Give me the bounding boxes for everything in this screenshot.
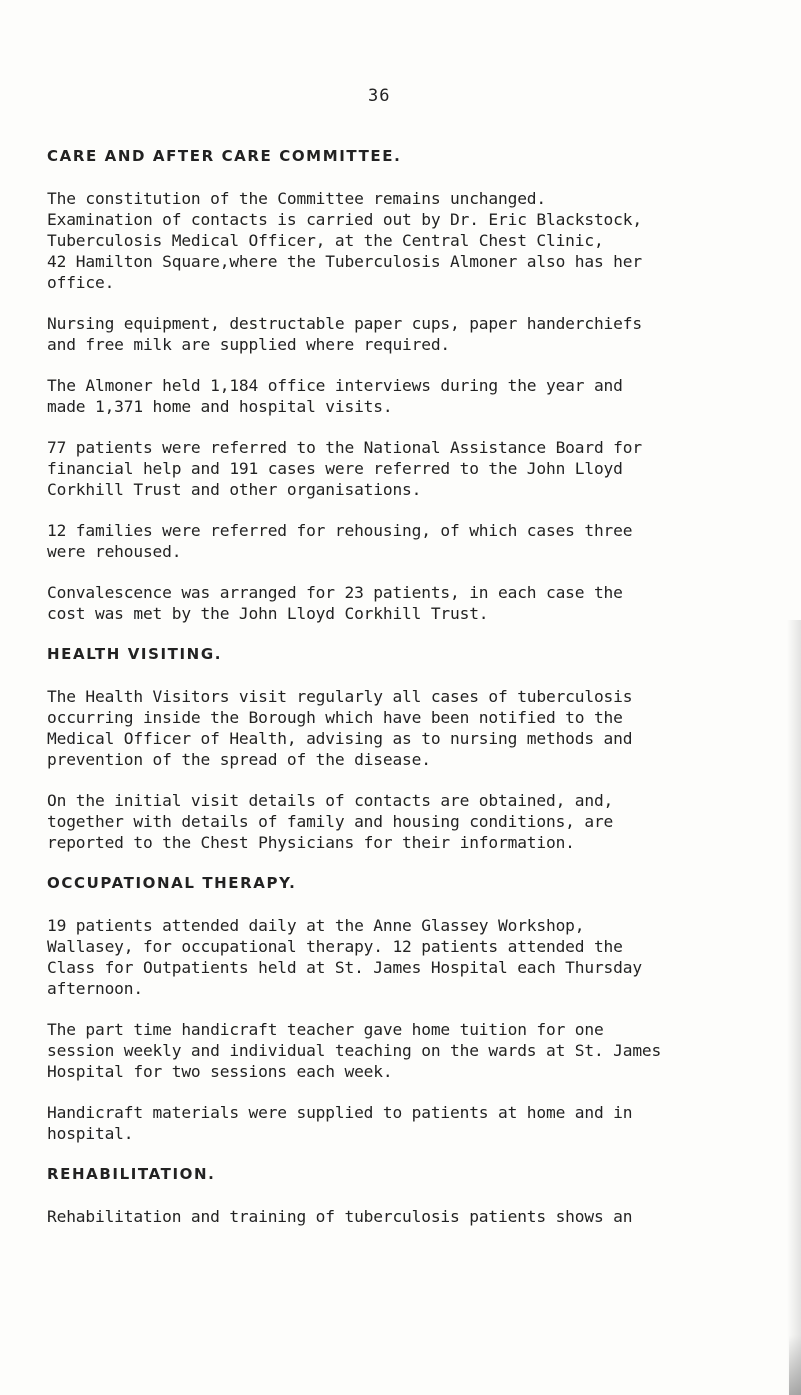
- section-heading-rehabilitation: REHABILITATION.: [47, 1165, 216, 1183]
- page-number: 36: [368, 86, 391, 106]
- document-body: [47, 146, 777, 1227]
- paragraph-occupational-3: Handicraft materials were supplied to patients at home and in hospital.: [47, 1103, 633, 1143]
- paragraph-care-1: The constitution of the Committee remains unchanged. Examination of contacts is carried out by Dr. Eric Blackstock, Tuberculosis Medical Officer, at the Central Chest Clinic, 42 Hamilton Square,where the Tuberculosis Almoner also has her office.: [47, 189, 642, 292]
- section-heading-occupational-therapy: OCCUPATIONAL THERAPY.: [47, 874, 297, 892]
- paragraph-care-4: 77 patients were referred to the National Assistance Board for financial help and 191 cases were referred to the John Lloyd Corkhill Trust and other organisations.: [47, 438, 642, 499]
- page-edge-shadow: [787, 620, 801, 1395]
- paragraph-care-6: Convalescence was arranged for 23 patients, in each case the cost was met by the John Lloyd Corkhill Trust.: [47, 583, 623, 623]
- paragraph-rehabilitation-1: Rehabilitation and training of tuberculosis patients shows an: [47, 1207, 633, 1226]
- section-heading-health-visiting: HEALTH VISITING.: [47, 645, 223, 663]
- paragraph-care-2: Nursing equipment, destructable paper cups, paper handerchiefs and free milk are supplied where required.: [47, 314, 642, 354]
- paragraph-health-2: On the initial visit details of contacts are obtained, and, together with details of family and housing conditions, are reported to the Chest Physicians for their information.: [47, 791, 614, 852]
- section-heading-care: CARE AND AFTER CARE COMMITTEE.: [47, 147, 402, 165]
- paragraph-occupational-1: 19 patients attended daily at the Anne Glassey Workshop, Wallasey, for occupational therapy. 12 patients attended the Class for Outpatients held at St. James Hospital each Thursday afternoon.: [47, 916, 642, 998]
- paragraph-care-3: The Almoner held 1,184 office interviews during the year and made 1,371 home and hospital visits.: [47, 376, 623, 416]
- paragraph-care-5: 12 families were referred for rehousing, of which cases three were rehoused.: [47, 521, 633, 561]
- page-corner-shadow: [789, 1335, 801, 1395]
- paragraph-occupational-2: The part time handicraft teacher gave home tuition for one session weekly and individual teaching on the wards at St. James Hospital for two sessions each week.: [47, 1020, 662, 1081]
- paragraph-health-1: The Health Visitors visit regularly all cases of tuberculosis occurring inside the Borough which have been notified to the Medical Officer of Health, advising as to nursing methods and prevention of the spread of the disease.: [47, 687, 633, 769]
